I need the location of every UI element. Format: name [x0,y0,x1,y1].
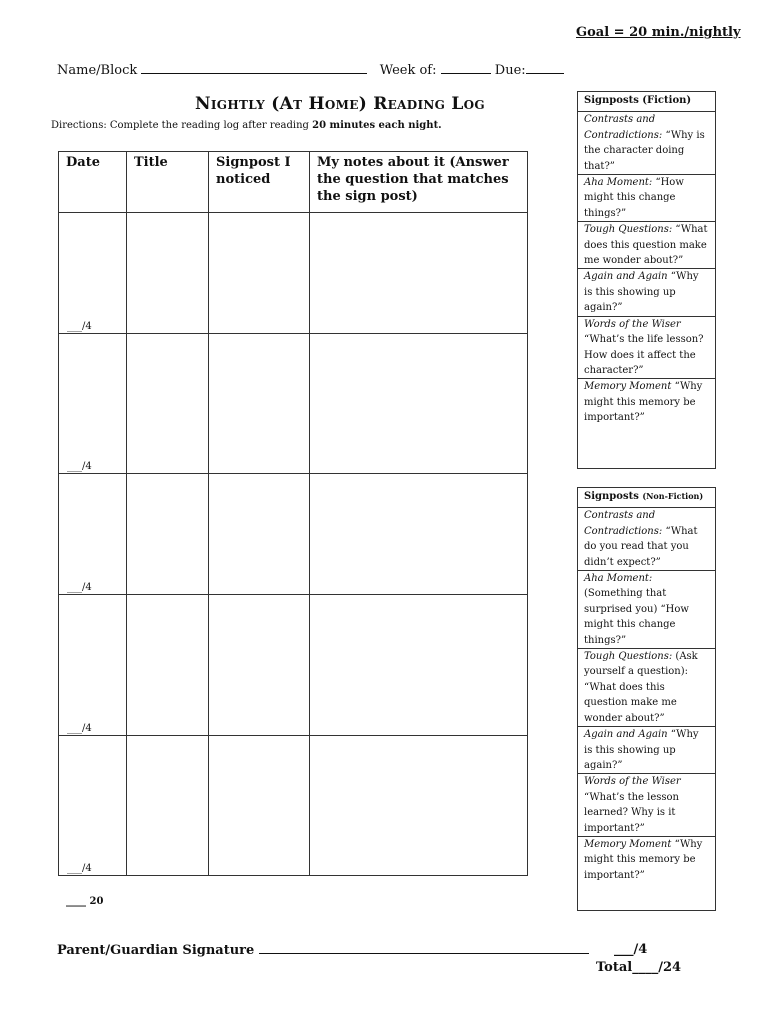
page-title: Nightly (At Home) Reading Log [195,94,485,114]
signpost-question: “Why might this memory be important?” [584,381,703,424]
table-row [59,595,528,736]
nonfiction-title-small: (Non-Fiction) [642,491,704,501]
nonfiction-signpost-item [578,727,715,774]
date-cell[interactable] [59,474,127,595]
signpost-cell[interactable] [209,595,310,736]
signature-score: ___/4 [614,942,648,957]
name-week-row [57,62,564,78]
signpost-cell[interactable] [209,474,310,595]
signpost-name: Again and Again [584,271,668,283]
signpost-question: (Ask yourself a question): “What does this question make me wonder about?” [584,651,698,724]
signpost-name: Contrasts and Contradictions: [584,510,663,537]
nonfiction-signpost-item [578,571,715,649]
signature-field[interactable] [259,942,589,954]
signpost-name: Again and Again [584,729,668,741]
signpost-name: Tough Questions: [584,651,673,663]
title-cell[interactable] [127,213,209,334]
signpost-name: Tough Questions: [584,224,673,236]
notes-cell[interactable] [310,213,528,334]
table-row [59,474,528,595]
notes-cell[interactable] [310,334,528,474]
nonfiction-signpost-item [578,649,715,727]
signpost-name: Words of the Wiser [584,318,681,330]
signpost-name: Aha Moment: [584,177,653,189]
fiction-signposts-title: Signposts (Fiction) [578,92,715,112]
fiction-signposts-box [577,91,716,469]
signpost-question: “What does this question make me wonder about?” [584,224,708,267]
week-field[interactable] [441,62,491,74]
header-signpost: Signpost I noticed [209,152,310,213]
signpost-cell[interactable] [209,736,310,876]
table-row [59,334,528,474]
signpost-question: “Why is the character doing that?” [584,129,705,172]
date-cell[interactable] [59,213,127,334]
fiction-signpost-item [578,112,715,175]
date-label: ___/4 [67,461,92,472]
date-label: ___/4 [67,321,92,332]
nonfiction-signpost-item [578,508,715,571]
table-header-row [59,152,528,213]
notes-cell[interactable] [310,595,528,736]
header-notes: My notes about it (Answer the question that matches the sign post) [310,152,528,213]
goal-text: Goal = 20 min./nightly [576,25,741,40]
signpost-cell[interactable] [209,213,310,334]
title-cell[interactable] [127,334,209,474]
header-date: Date [59,152,127,213]
table-row [59,213,528,334]
date-cell[interactable] [59,334,127,474]
signpost-name: Words of the Wiser [584,776,681,788]
reading-log-table [58,151,528,876]
title-cell[interactable] [127,736,209,876]
name-label: Name/Block [57,63,138,78]
signature-row [57,942,589,958]
signpost-question: “How might this change things?” [584,177,684,219]
signpost-question: “What’s the lesson learned? Why is it important?” [584,791,679,834]
table-row [59,736,528,876]
date-label: ___/4 [67,582,92,593]
nonfiction-signposts-title [578,488,715,508]
nonfiction-signposts-box [577,487,716,911]
signpost-name: Contrasts and Contradictions: [584,114,663,141]
due-field[interactable] [526,62,564,74]
title-cell[interactable] [127,595,209,736]
directions [51,120,442,131]
directions-bold: 20 minutes each night. [312,120,442,131]
title-cell[interactable] [127,474,209,595]
signpost-cell[interactable] [209,334,310,474]
signpost-question: “What do you read that you didn’t expect?” [584,525,698,568]
week-label: Week of: [379,63,437,78]
directions-text: Directions: Complete the reading log after reading [51,120,313,131]
date-cell[interactable] [59,736,127,876]
date-label: ___/4 [67,723,92,734]
header-title: Title [127,152,209,213]
fiction-signpost-item [578,269,715,316]
signpost-question: “Why is this showing up again?” [584,271,699,314]
signpost-name: Memory Moment [584,381,672,393]
notes-cell[interactable] [310,474,528,595]
date-label: ___/4 [67,863,92,874]
signpost-question: “Why is this showing up again?” [584,729,699,771]
total-score-20: ____ 20 [66,896,104,907]
nonfiction-signpost-item [578,774,715,837]
fiction-signpost-item [578,222,715,269]
nonfiction-title: Signposts [584,491,639,502]
signature-label: Parent/Guardian Signature [57,943,255,958]
name-field[interactable] [141,62,367,74]
signpost-name: Memory Moment [584,838,672,850]
signpost-question: (Something that surprised you) “How might this change things?” [584,588,689,646]
fiction-signpost-item [578,175,715,222]
signpost-name: Aha Moment: [584,573,653,585]
notes-cell[interactable] [310,736,528,876]
fiction-signpost-item [578,379,715,425]
fiction-signpost-item [578,317,715,380]
signpost-question: “What’s the life lesson? How does it affect the character?” [584,334,704,376]
due-label: Due: [494,63,526,78]
total-score: Total____/24 [596,960,682,975]
nonfiction-signpost-item [578,837,715,883]
date-cell[interactable] [59,595,127,736]
signpost-question: “Why might this memory be important?” [584,838,703,881]
